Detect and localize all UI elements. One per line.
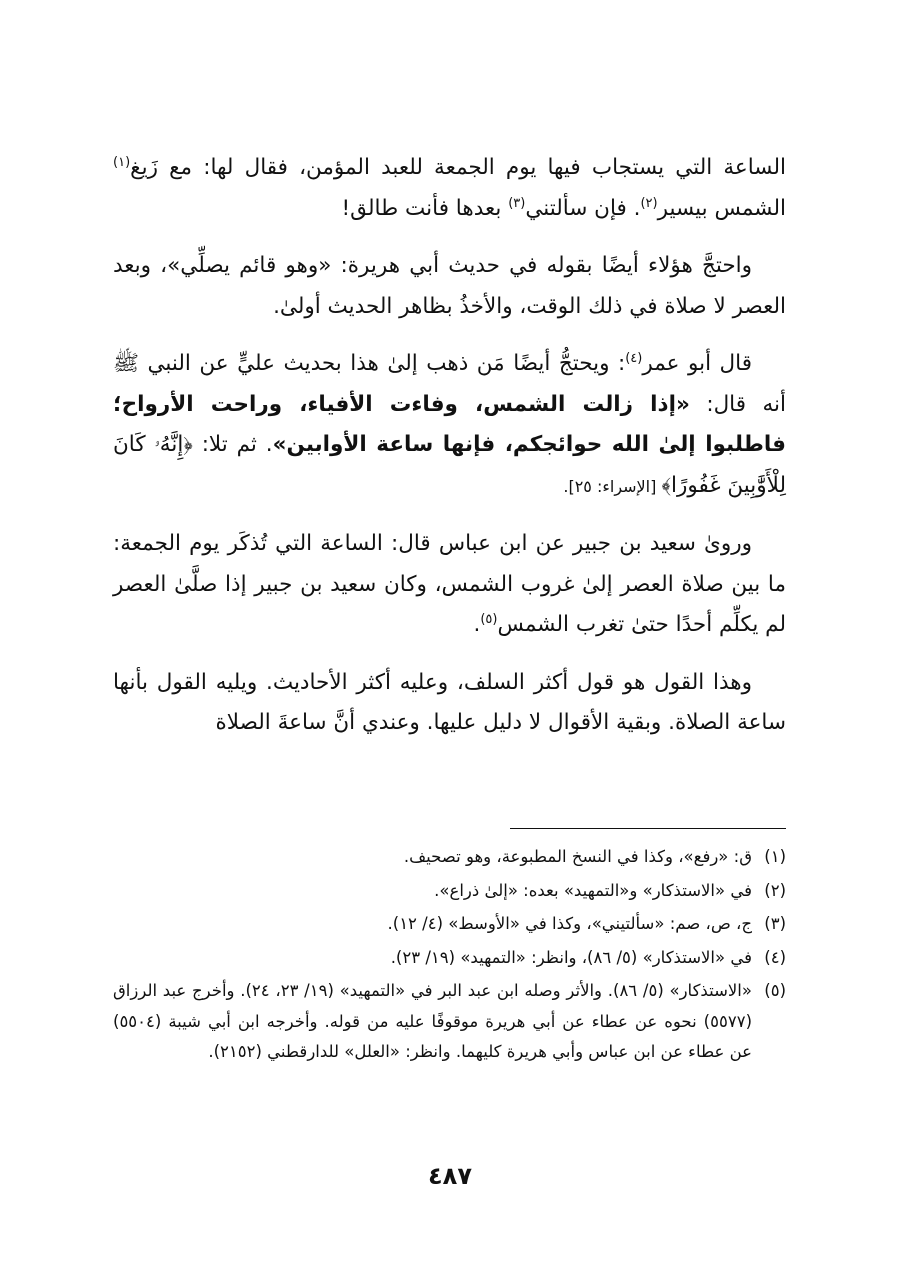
footnote-1 — [113, 842, 786, 873]
footnote-divider — [510, 828, 786, 829]
text-span: الشمس بيسير — [657, 195, 786, 221]
text-span: قال أبو عمر — [642, 351, 753, 376]
paragraph-4 — [113, 524, 786, 646]
page-number: ٤٨٧ — [428, 1162, 472, 1190]
footnote-ref-3: (٣) — [508, 195, 526, 211]
main-text — [113, 148, 786, 761]
footnote-ref-1: (١) — [113, 154, 131, 170]
footnote-ref-4: (٤) — [625, 350, 643, 366]
footnote-2 — [113, 876, 786, 907]
footnote-text: «الاستذكار» (٥/ ٨٦). والأثر وصله ابن عبد البر في «التمهيد» (١٩/ ٢٣، ٢٤). وأخرج عبد الرزاق (٥٥٧٧) نحوه عن عطاء عن أبي هريرة موقوفًا عليه من قوله. وأخرجه ابن أبي شيبة (٥٥٠٤) عن عطاء عن ابن عباس وأبي هريرة كليهما. وانظر: «العلل» للدارقطني (٢١٥٢). — [113, 981, 752, 1061]
text-span: بعدها فأنت طالق! — [341, 195, 509, 221]
footnote-4 — [113, 943, 786, 974]
text-span: . ثم تلا: — [192, 432, 273, 457]
footnote-text: في «الاستذكار» و«التمهيد» بعده: «إلىٰ ذراع». — [434, 880, 752, 900]
footnote-ref-5: (٥) — [480, 611, 498, 627]
footnote-number: (٥) — [764, 981, 786, 1000]
text-span: وروىٰ سعيد بن جبير عن ابن عباس قال: الساعة التي تُذكَر يوم الجمعة: ما بين صلاة العصر إلىٰ غروب الشمس، وكان سعيد بن جبير إذا صلَّىٰ العصر لم يكلِّم أحدًا حتىٰ تغرب الشمس — [113, 531, 786, 637]
text-span: . — [473, 612, 481, 637]
footnote-number: (٢) — [764, 880, 786, 900]
footnote-5 — [113, 976, 786, 1068]
quran-verse: ﴿إِنَّهُۥ كَانَ لِلْأَوَّٰبِينَ غَفُورًا﴾ — [113, 432, 786, 498]
footnote-text: ق: «رفع»، وكذا في النسخ المطبوعة، وهو تصحيف. — [403, 847, 752, 866]
paragraph-5: وهذا القول هو قول أكثر السلف، وعليه أكثر الأحاديث. ويليه القول بأنها ساعة الصلاة. وبقية الأقوال لا دليل عليها. وعندي أنَّ ساعةَ الصلاة — [113, 669, 786, 735]
paragraph-1 — [113, 148, 786, 229]
text-span: الساعة التي يستجاب فيها يوم الجمعة للعبد المؤمن، فقال لها: مع زَيغ — [130, 155, 786, 180]
footnote-text: ج، ص، صم: «سألتيني»، وكذا في «الأوسط» (٤/ ١٢). — [387, 914, 752, 933]
footnote-ref-2: (٢) — [640, 195, 658, 211]
footnote-number: (٤) — [764, 947, 786, 967]
paragraph-3 — [113, 344, 786, 507]
footnote-3 — [113, 909, 786, 940]
footnotes — [113, 842, 786, 1071]
verse-reference: [الإسراء: ٢٥]. — [563, 476, 662, 496]
text-span: . فإن سألتني — [525, 195, 641, 221]
paragraph-2: واحتجَّ هؤلاء أيضًا بقوله في حديث أبي هريرة: «وهو قائم يصلِّي»، وبعد العصر لا صلاة في ذلك الوقت، والأخذُ بظاهر الحديث أولىٰ. — [113, 253, 786, 319]
text-span: : ويحتجُّ أيضًا مَن ذهب إلىٰ هذا بحديث عليٍّ عن النبي ﷺ أنه قال: — [113, 351, 786, 417]
hadith-quote: «إذا زالت الشمس، وفاءت الأفياء، وراحت الأرواح؛ فاطلبوا إلىٰ الله حوائجكم، فإنها ساعة الأوابين» — [113, 391, 786, 457]
footnote-number: (٣) — [764, 914, 786, 933]
footnote-text: في «الاستذكار» (٥/ ٨٦)، وانظر: «التمهيد» (١٩/ ٢٣). — [390, 947, 752, 967]
footnote-number: (١) — [764, 847, 786, 866]
